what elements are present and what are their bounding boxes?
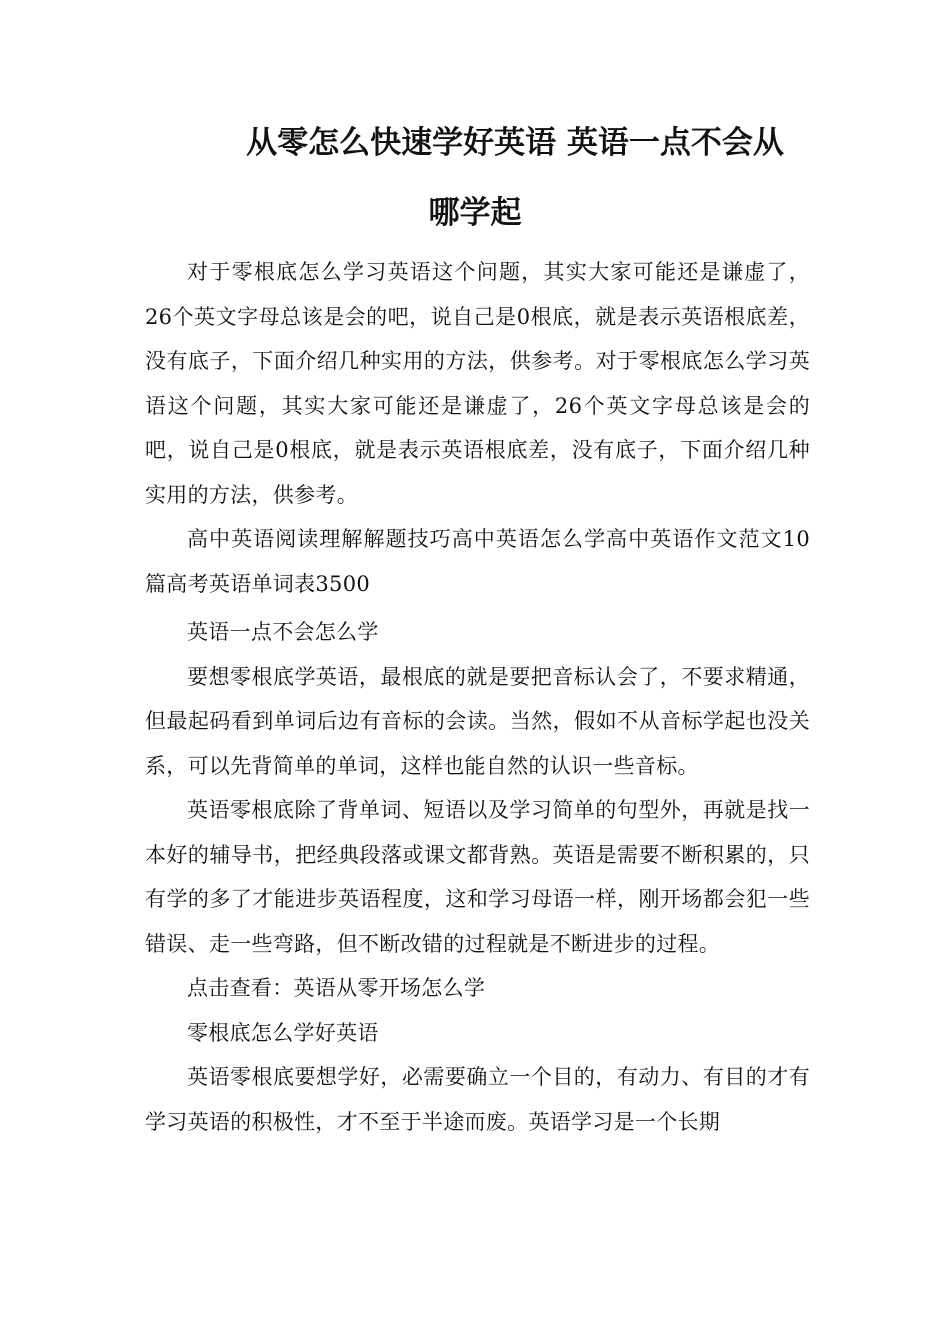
paragraph-heading-zero-basis: 零根底怎么学好英语 [187, 1020, 379, 1045]
paragraph-textbook: 英语零根底除了背单词、短语以及学习简单的句型外，再就是找一本好的辅导书，把经典段落或课文都背熟。英语是需要不断积累的，只有学的多了才能进步英语程度，这和学习母语一样，刚开场都会犯一些错误、走一些弯路，但不断改错的过程就是不断进步的过程。 [145, 798, 810, 956]
document-title [145, 108, 805, 248]
document-body [145, 250, 810, 1144]
paragraph-phonetics: 要想零根底学英语，最根底的就是要把音标认会了，不要求精通，但最起码看到单词后边有音标的会读。当然，假如不从音标学起也没关系，可以先背简单的单词，这样也能自然的认识一些音标。 [145, 664, 810, 778]
paragraph-goal: 英语零根底要想学好，必需要确立一个目的，有动力、有目的才有学习英语的积极性，才不至于半途而废。英语学习是一个长期 [145, 1065, 810, 1134]
title-line-2: 哪学起 [428, 195, 522, 231]
paragraph-heading-how-to-learn: 英语一点不会怎么学 [187, 620, 379, 644]
title-line-1: 从零怎么快速学好英语 英语一点不会从 [246, 125, 784, 161]
paragraph-click-view: 点击查看：英语从零开场怎么学 [187, 976, 486, 1000]
paragraph-intro: 对于零根底怎么学习英语这个问题，其实大家可能还是谦虚了，26个英文字母总该是会的吧，说自己是0根底，就是表示英语根底差，没有底子，下面介绍几种实用的方法，供参考。对于零根底怎么学习英语这个问题，其实大家可能还是谦虚了，26个英文字母总该是会的吧，说自己是0根底，就是表示英语根底差，没有底子，下面介绍几种实用的方法，供参考。 [145, 260, 810, 507]
paragraph-related-links: 高中英语阅读理解解题技巧高中英语怎么学高中英语作文范文10篇高考英语单词表3500 [145, 527, 810, 596]
